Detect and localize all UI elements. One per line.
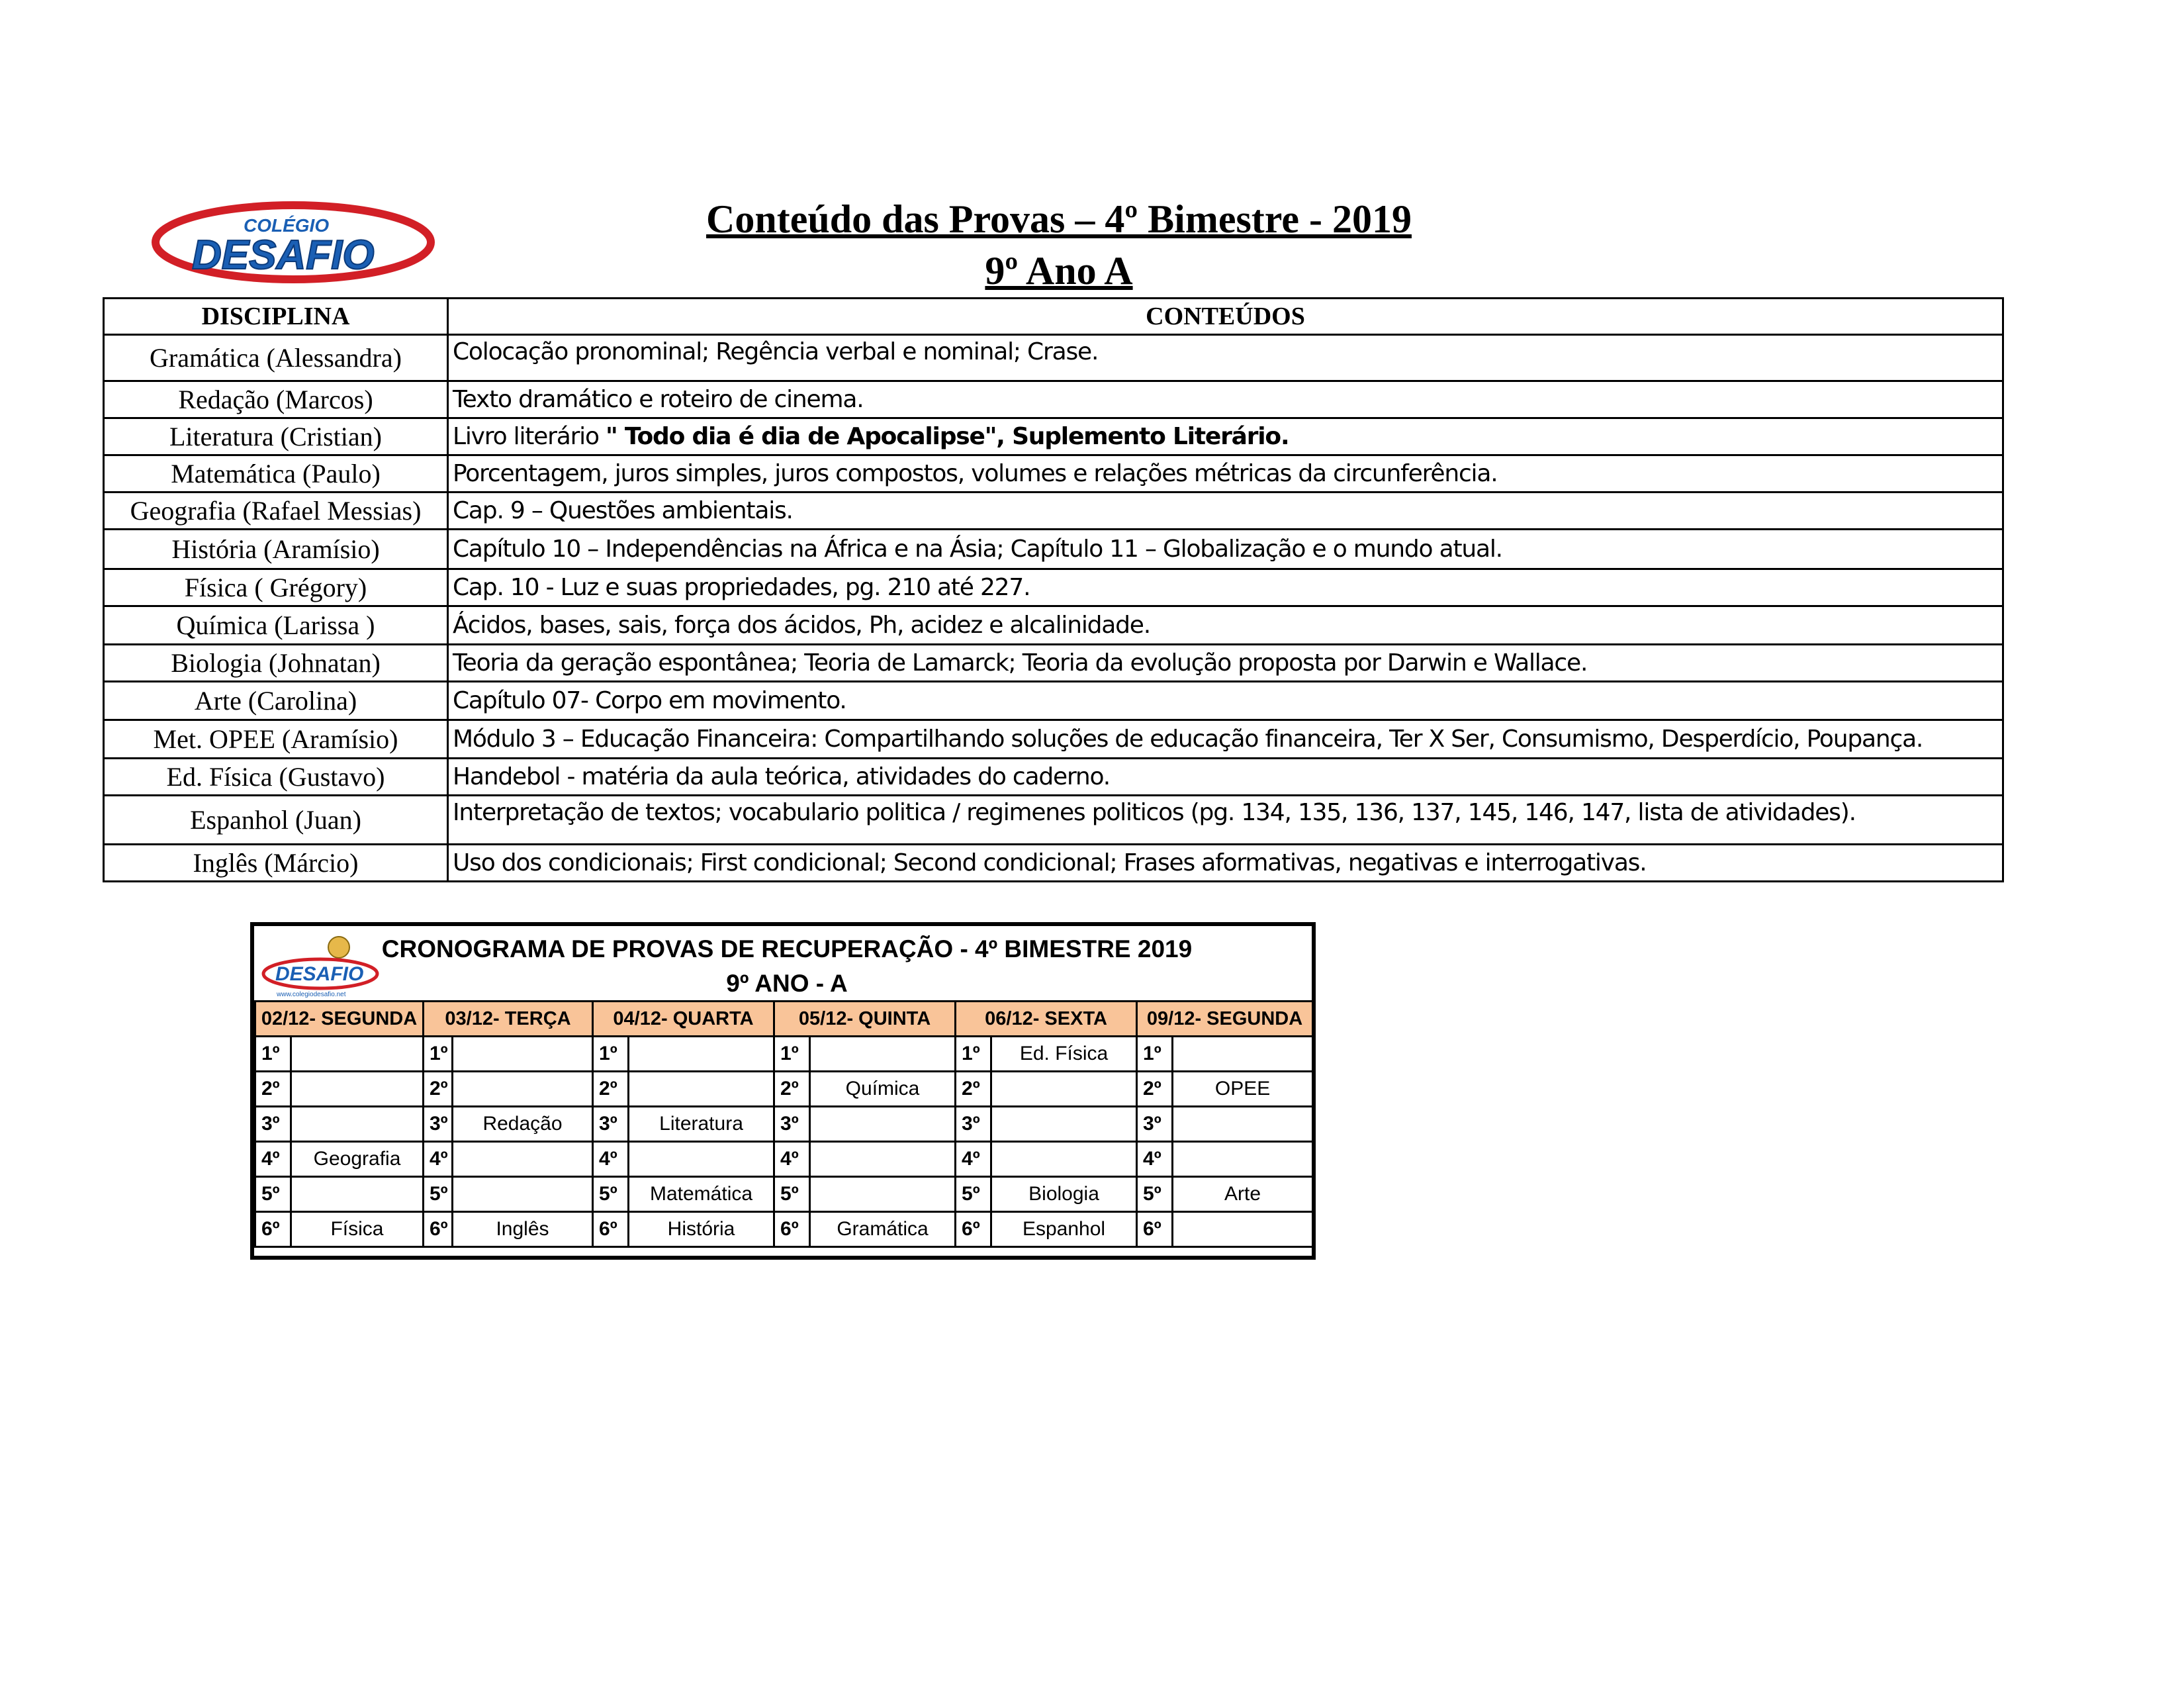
period-label: 4º [424,1142,453,1177]
schedule-logo-url: www.colegiodesafio.net [277,991,346,998]
table-row [104,492,2003,530]
schedule-row [255,1212,1313,1247]
discipline-cell: Química (Larissa ) [104,606,448,645]
discipline-cell: História (Aramísio) [104,530,448,569]
exam-subject-cell [810,1037,956,1072]
contents-cell: Cap. 10 - Luz e suas propriedades, pg. 210 até 227. [448,569,2003,606]
contents-cell: Porcentagem, juros simples, juros compostos, volumes e relações métricas da circunferência. [448,455,2003,492]
contents-cell: Texto dramático e roteiro de cinema. [448,381,2003,418]
contents-cell: Teoria da geração espontânea; Teoria de Lamarck; Teoria da evolução proposta por Darwin e Wallace. [448,645,2003,682]
period-label: 4º [774,1142,810,1177]
schedule-row [255,1037,1313,1072]
exam-subject-cell [291,1072,424,1107]
period-label: 5º [1137,1177,1173,1212]
exam-subject-cell: Inglês [453,1212,593,1247]
period-label: 3º [593,1107,629,1142]
day-header: 09/12- SEGUNDA [1137,1002,1313,1037]
exam-subject-cell [1173,1107,1313,1142]
discipline-cell: Geografia (Rafael Messias) [104,492,448,530]
contents-table [103,297,2004,882]
recovery-schedule [250,922,1316,1260]
discipline-cell: Arte (Carolina) [104,682,448,720]
table-row [104,845,2003,882]
discipline-cell: Matemática (Paulo) [104,455,448,492]
discipline-cell: Física ( Grégory) [104,569,448,606]
exam-subject-cell [291,1177,424,1212]
contents-cell: Colocação pronominal; Regência verbal e nominal; Crase. [448,335,2003,381]
exam-subject-cell [1173,1212,1313,1247]
period-label: 2º [424,1072,453,1107]
period-label: 5º [593,1177,629,1212]
schedule-row [255,1072,1313,1107]
table-header-row [104,299,2003,335]
exam-subject-cell [629,1072,774,1107]
period-label: 2º [255,1072,291,1107]
period-label: 6º [255,1212,291,1247]
day-header: 05/12- QUINTA [774,1002,956,1037]
exam-subject-cell: História [629,1212,774,1247]
day-header: 03/12- TERÇA [424,1002,593,1037]
period-label: 1º [1137,1037,1173,1072]
discipline-cell: Espanhol (Juan) [104,796,448,845]
discipline-cell: Redação (Marcos) [104,381,448,418]
period-label: 2º [956,1072,991,1107]
exam-subject-cell: Redação [453,1107,593,1142]
table-row [104,682,2003,720]
period-label: 3º [774,1107,810,1142]
table-row [104,796,2003,845]
schedule-subtitle: 9º ANO - A [726,970,848,997]
contents-cell: Handebol - matéria da aula teórica, atividades do caderno. [448,759,2003,796]
table-row [104,720,2003,759]
exam-subject-cell [810,1177,956,1212]
period-label: 5º [774,1177,810,1212]
table-row [104,759,2003,796]
schedule-row [255,1107,1313,1142]
exam-subject-cell [991,1107,1137,1142]
period-label: 4º [1137,1142,1173,1177]
schedule-row [255,1177,1313,1212]
contents-cell: Uso dos condicionais; First condicional; Second condicional; Frases aformativas, negativas e interrogativas. [448,845,2003,882]
period-label: 3º [424,1107,453,1142]
discipline-cell: Gramática (Alessandra) [104,335,448,381]
table-row [104,455,2003,492]
day-header: 06/12- SEXTA [956,1002,1137,1037]
period-label: 6º [956,1212,991,1247]
period-label: 1º [424,1037,453,1072]
period-label: 5º [255,1177,291,1212]
exam-subject-cell [291,1037,424,1072]
exam-subject-cell [810,1107,956,1142]
contents-plain-text: Livro literário [453,423,606,450]
period-label: 5º [956,1177,991,1212]
exam-subject-cell [1173,1142,1313,1177]
exam-subject-cell [1173,1037,1313,1072]
period-label: 1º [774,1037,810,1072]
schedule-title: CRONOGRAMA DE PROVAS DE RECUPERAÇÃO - 4º BIMESTRE 2019 [381,935,1193,962]
contents-cell: Interpretação de textos; vocabulario politica / regimenes politicos (pg. 134, 135, 136, 137, 145, 146, 147, lista de atividades). [448,796,2003,845]
period-label: 5º [424,1177,453,1212]
exam-subject-cell: Geografia [291,1142,424,1177]
table-row [104,569,2003,606]
period-label: 2º [1137,1072,1173,1107]
day-header: 02/12- SEGUNDA [255,1002,424,1037]
schedule-grid [254,1000,1314,1248]
exam-subject-cell [453,1177,593,1212]
period-label: 3º [956,1107,991,1142]
table-row [104,418,2003,455]
exam-subject-cell [991,1072,1137,1107]
exam-subject-cell [453,1142,593,1177]
period-label: 1º [956,1037,991,1072]
exam-subject-cell [291,1107,424,1142]
discipline-column-header: DISCIPLINA [104,299,448,335]
logo-top-text: COLÉGIO [244,215,330,236]
contents-cell: Ácidos, bases, sais, força dos ácidos, Ph, acidez e alcalinidade. [448,606,2003,645]
exam-subject-cell: Matemática [629,1177,774,1212]
contents-cell: Módulo 3 – Educação Financeira: Compartilhando soluções de educação financeira, Ter X Ser, Consumismo, Desperdício, Poupança. [448,720,2003,759]
period-label: 6º [1137,1212,1173,1247]
logo-main-text: DESAFIO [192,232,375,278]
contents-cell [448,418,2003,455]
period-label: 1º [255,1037,291,1072]
exam-subject-cell [629,1142,774,1177]
schedule-logo-text: DESAFIO [275,963,364,985]
exam-subject-cell [453,1072,593,1107]
discipline-cell: Biologia (Johnatan) [104,645,448,682]
discipline-cell: Ed. Física (Gustavo) [104,759,448,796]
exam-subject-cell: Gramática [810,1212,956,1247]
discipline-cell: Literatura (Cristian) [104,418,448,455]
exam-subject-cell: Literatura [629,1107,774,1142]
period-label: 2º [774,1072,810,1107]
document-title: Conteúdo das Provas – 4º Bimestre - 2019 [706,197,1412,241]
day-header: 04/12- QUARTA [593,1002,774,1037]
period-label: 4º [593,1142,629,1177]
exam-subject-cell [991,1142,1137,1177]
contents-cell: Capítulo 07- Corpo em movimento. [448,682,2003,720]
schedule-row [255,1142,1313,1177]
period-label: 4º [956,1142,991,1177]
table-row [104,645,2003,682]
exam-subject-cell: Espanhol [991,1212,1137,1247]
exam-subject-cell: OPEE [1173,1072,1313,1107]
period-label: 6º [774,1212,810,1247]
book-title-text: " Todo dia é dia de Apocalipse", Suplemento Literário. [606,423,1289,450]
contents-cell: Capítulo 10 – Independências na África e na Ásia; Capítulo 11 – Globalização e o mundo atual. [448,530,2003,569]
period-label: 1º [593,1037,629,1072]
period-label: 6º [424,1212,453,1247]
table-row [104,606,2003,645]
exam-subject-cell [453,1037,593,1072]
days-header-row [255,1002,1313,1037]
exam-subject-cell: Biologia [991,1177,1137,1212]
discipline-cell: Met. OPEE (Aramísio) [104,720,448,759]
exam-subject-cell: Arte [1173,1177,1313,1212]
colegio-desafio-logo [151,197,435,287]
period-label: 3º [255,1107,291,1142]
exam-subject-cell: Ed. Física [991,1037,1137,1072]
table-row [104,530,2003,569]
contents-cell: Cap. 9 – Questões ambientais. [448,492,2003,530]
exam-subject-cell [629,1037,774,1072]
exam-subject-cell: Química [810,1072,956,1107]
period-label: 2º [593,1072,629,1107]
table-row [104,381,2003,418]
period-label: 3º [1137,1107,1173,1142]
discipline-cell: Inglês (Márcio) [104,845,448,882]
period-label: 4º [255,1142,291,1177]
document-subtitle: 9º Ano A [985,249,1133,293]
contents-column-header: CONTEÚDOS [448,299,2003,335]
exam-subject-cell: Física [291,1212,424,1247]
exam-subject-cell [810,1142,956,1177]
period-label: 6º [593,1212,629,1247]
table-row [104,335,2003,381]
